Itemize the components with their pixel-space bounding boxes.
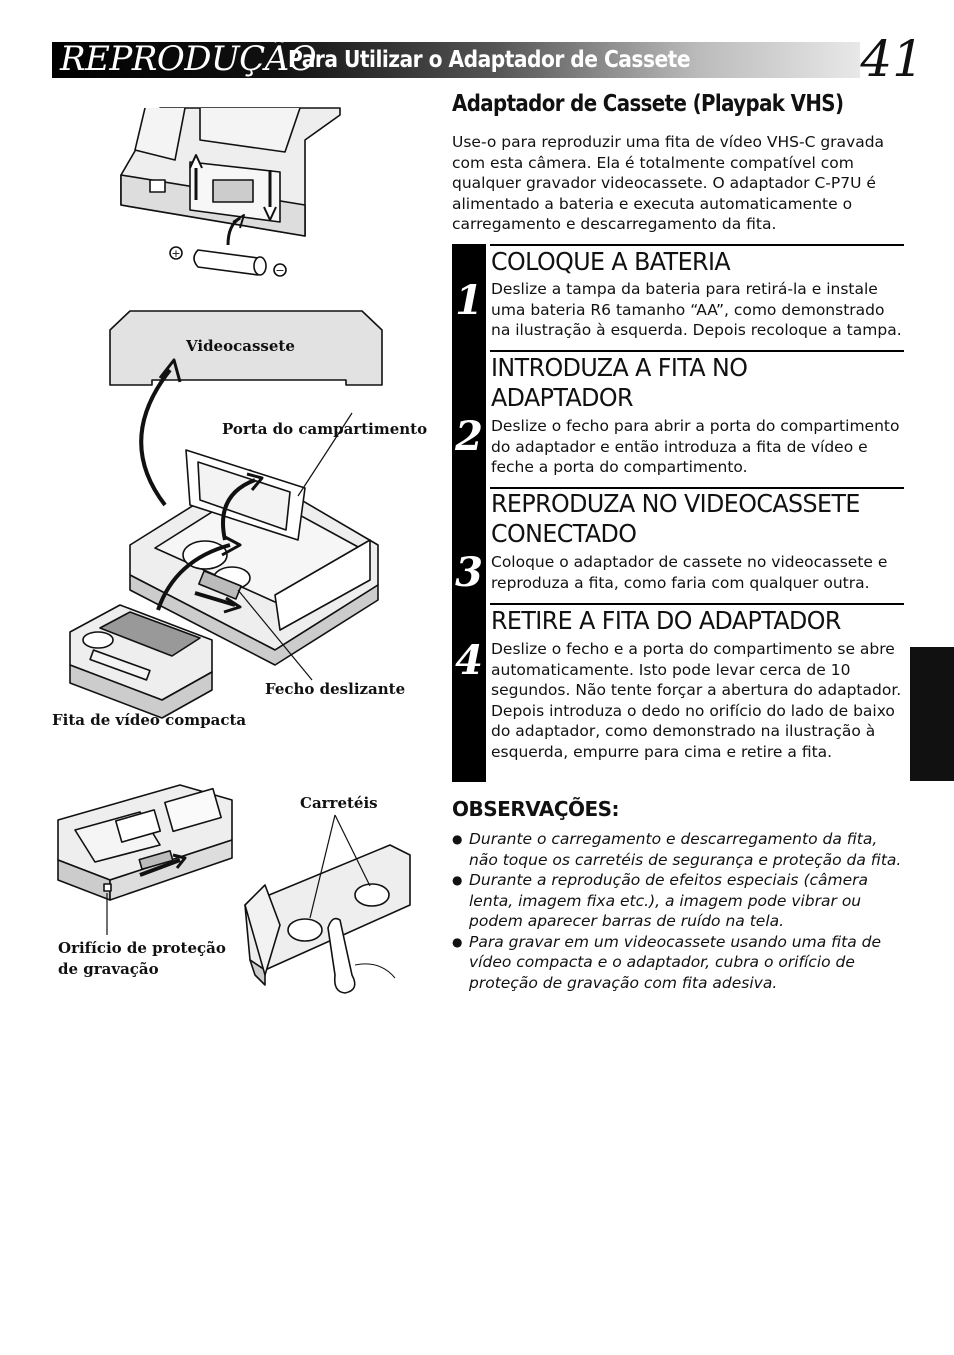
- step-2-body: Deslize o fecho para abrir a porta do compartimento do adaptador e então introduza a fita de vídeo e feche a porta do compartimento.: [491, 417, 900, 476]
- observacao-item: ● Durante o carregamento e descarregamento da fita, não toque os carretéis de segurança e proteção da fita.: [452, 829, 904, 870]
- step-1-number: 1: [455, 277, 483, 324]
- observacao-item: ● Durante a reprodução de efeitos especiais (câmera lenta, imagem fixa etc.), a imagem pode vibrar ou podem aparecer barras de ruído na tela.: [452, 870, 904, 932]
- step-2-number: 2: [455, 413, 483, 460]
- label-fecho: Fecho deslizante: [265, 680, 406, 698]
- step-3-title: REPRODUZA NO VIDEOCASSETE CONECTADO: [491, 489, 860, 548]
- battery-minus-symbol: −: [275, 264, 285, 277]
- step-4-number: 4: [455, 637, 483, 684]
- battery-compartment-illustration: [121, 108, 340, 276]
- label-videocassete: Videocassete: [186, 337, 295, 355]
- header-title: REPRODUÇÃO: [60, 39, 317, 79]
- label-orificio-line1: Orifício de proteção: [58, 939, 226, 957]
- section-title: Adaptador de Cassete (Playpak VHS): [452, 91, 844, 117]
- step-4-body: Deslize o fecho e a porta do compartimento se abre automaticamente. Isto pode levar cerca de 10 segundos. Não tente forçar a abertura do adaptador. Depois introduza o dedo no orifício do lado de baixo do adaptador, como demonstrado na ilustração à esquerda, empurre para cima e retire a fita.: [491, 640, 902, 761]
- page-number: 41: [860, 30, 924, 88]
- section-intro: Use-o para reproduzir uma fita de vídeo VHS-C gravada com esta câmera. Ela é totalmente compatível com qualquer gravador videocassete. O adaptador C-P7U é alimentado a bateria e executa automaticamente o carregamento e descarregamento da fita.: [452, 133, 885, 233]
- header-subtitle: Para Utilizar o Adaptador de Cassete: [288, 47, 691, 73]
- label-orificio-line2: de gravação: [58, 960, 159, 978]
- observacoes-title: OBSERVAÇÕES:: [452, 797, 620, 821]
- step-2-rule: [490, 350, 904, 352]
- step-4-title: RETIRE A FITA DO ADAPTADOR: [491, 606, 841, 635]
- label-carreteis: Carretéis: [300, 794, 378, 812]
- step-3-body: Coloque o adaptador de cassete no videocassete e reproduza a fita, como faria com qualquer outra.: [491, 553, 888, 592]
- observacao-item: ● Para gravar em um videocassete usando uma fita de vídeo compacta e o adaptador, cubra o orifício de proteção de gravação com fita adesiva.: [452, 932, 904, 994]
- step-1-rule: [490, 244, 904, 246]
- step-1-title: COLOQUE A BATERIA: [491, 247, 731, 276]
- step-3-number: 3: [455, 549, 483, 596]
- observacoes-list: [452, 829, 904, 993]
- adapter-reels-finger-illustration: [245, 815, 410, 993]
- step-bar: [452, 244, 486, 782]
- step-2-title: INTRODUZA A FITA NO ADAPTADOR: [491, 353, 748, 412]
- adapter-closed-illustration: [58, 785, 232, 935]
- label-porta: Porta do campartimento: [222, 420, 428, 438]
- step-4-rule: [490, 603, 904, 605]
- battery-plus-symbol: +: [171, 247, 181, 260]
- label-fita: Fita de vídeo compacta: [52, 711, 247, 729]
- step-1-body: Deslize a tampa da bateria para retirá-la e instale uma bateria R6 tamanho “AA”, como demonstrado na ilustração à esquerda. Depois recoloque a tampa.: [491, 280, 902, 339]
